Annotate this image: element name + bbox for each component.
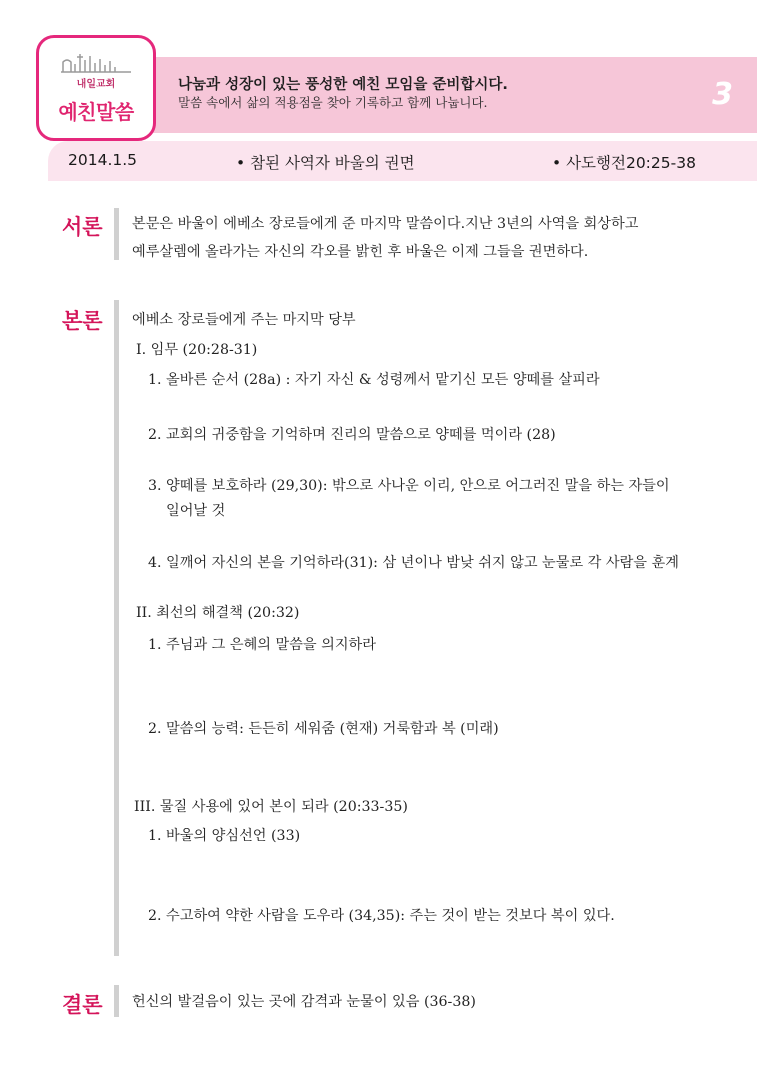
part3-title: III. 물질 사용에 있어 본이 되라 (20:33-35)	[134, 799, 408, 815]
church-logo	[36, 35, 156, 141]
part1-item-3: 3. 양떼를 보호하라 (29,30): 밖으로 사나운 이리, 안으로 어그러진 말을 하는 자들이	[148, 478, 670, 494]
part1-title: I. 임무 (20:28-31)	[136, 342, 258, 358]
part1-item-1: 1. 올바른 순서 (28a) : 자기 자신 & 성령께서 맡기신 모든 양떼를 살피라	[148, 372, 600, 388]
intro-line-2: 예루살렘에 올라가는 자신의 각오를 밝힌 후 바울은 이제 그들을 권면하다.	[132, 244, 589, 260]
part2-title: II. 최선의 해결책 (20:32)	[136, 605, 300, 621]
intro-label: 서론	[62, 215, 103, 239]
part1-item-4: 4. 일깨어 자신의 본을 기억하라(31): 삼 년이나 밤낮 쉬지 않고 눈물로 각 사람을 훈계	[148, 555, 679, 571]
conclusion-line: 헌신의 발걸음이 있는 곳에 감격과 눈물이 있음 (36-38)	[132, 994, 476, 1010]
part2-item-1: 1. 주님과 그 은혜의 말씀을 의지하라	[148, 637, 376, 653]
part3-item-2: 2. 수고하여 약한 사람을 도우라 (34,35): 주는 것이 받는 것보다 복이 있다.	[148, 908, 615, 924]
sermon-date: 2014.1.5	[68, 151, 138, 169]
conclusion-label: 결론	[62, 993, 103, 1017]
sermon-title: • 참된 사역자 바울의 권면	[236, 154, 415, 172]
body-heading: 에베소 장로들에게 주는 마지막 당부	[132, 312, 356, 328]
scripture-reference: • 사도행전20:25-38	[552, 154, 696, 172]
part1-item-2: 2. 교회의 귀중함을 기억하며 진리의 말씀으로 양떼를 먹이라 (28)	[148, 427, 556, 443]
church-name: 내일교회	[76, 79, 116, 90]
part3-item-1: 1. 바울의 양심선언 (33)	[148, 828, 301, 844]
body-label: 본론	[62, 309, 103, 333]
skyline-icon	[61, 48, 131, 74]
header-subline: 말씀 속에서 삶의 적용점을 찾아 기록하고 함께 나눕니다.	[178, 95, 488, 110]
intro-line-1: 본문은 바울이 에베소 장로들에게 준 마지막 말씀이다.지난 3년의 사역을 회상하고	[132, 216, 639, 232]
header-band	[150, 57, 757, 133]
part1-item-3-cont: 일어날 것	[166, 503, 226, 519]
brand-name: 예친말씀	[58, 100, 134, 124]
body-bar	[114, 300, 119, 956]
intro-bar	[114, 208, 119, 260]
conclusion-bar	[114, 985, 119, 1017]
header-headline: 나눔과 성장이 있는 풍성한 예친 모임을 준비합시다.	[178, 77, 508, 93]
part2-item-2: 2. 말씀의 능력: 든든히 세워줌 (현재) 거룩함과 복 (미래)	[148, 721, 499, 737]
page-number: 3	[712, 77, 733, 112]
info-band	[48, 141, 757, 181]
